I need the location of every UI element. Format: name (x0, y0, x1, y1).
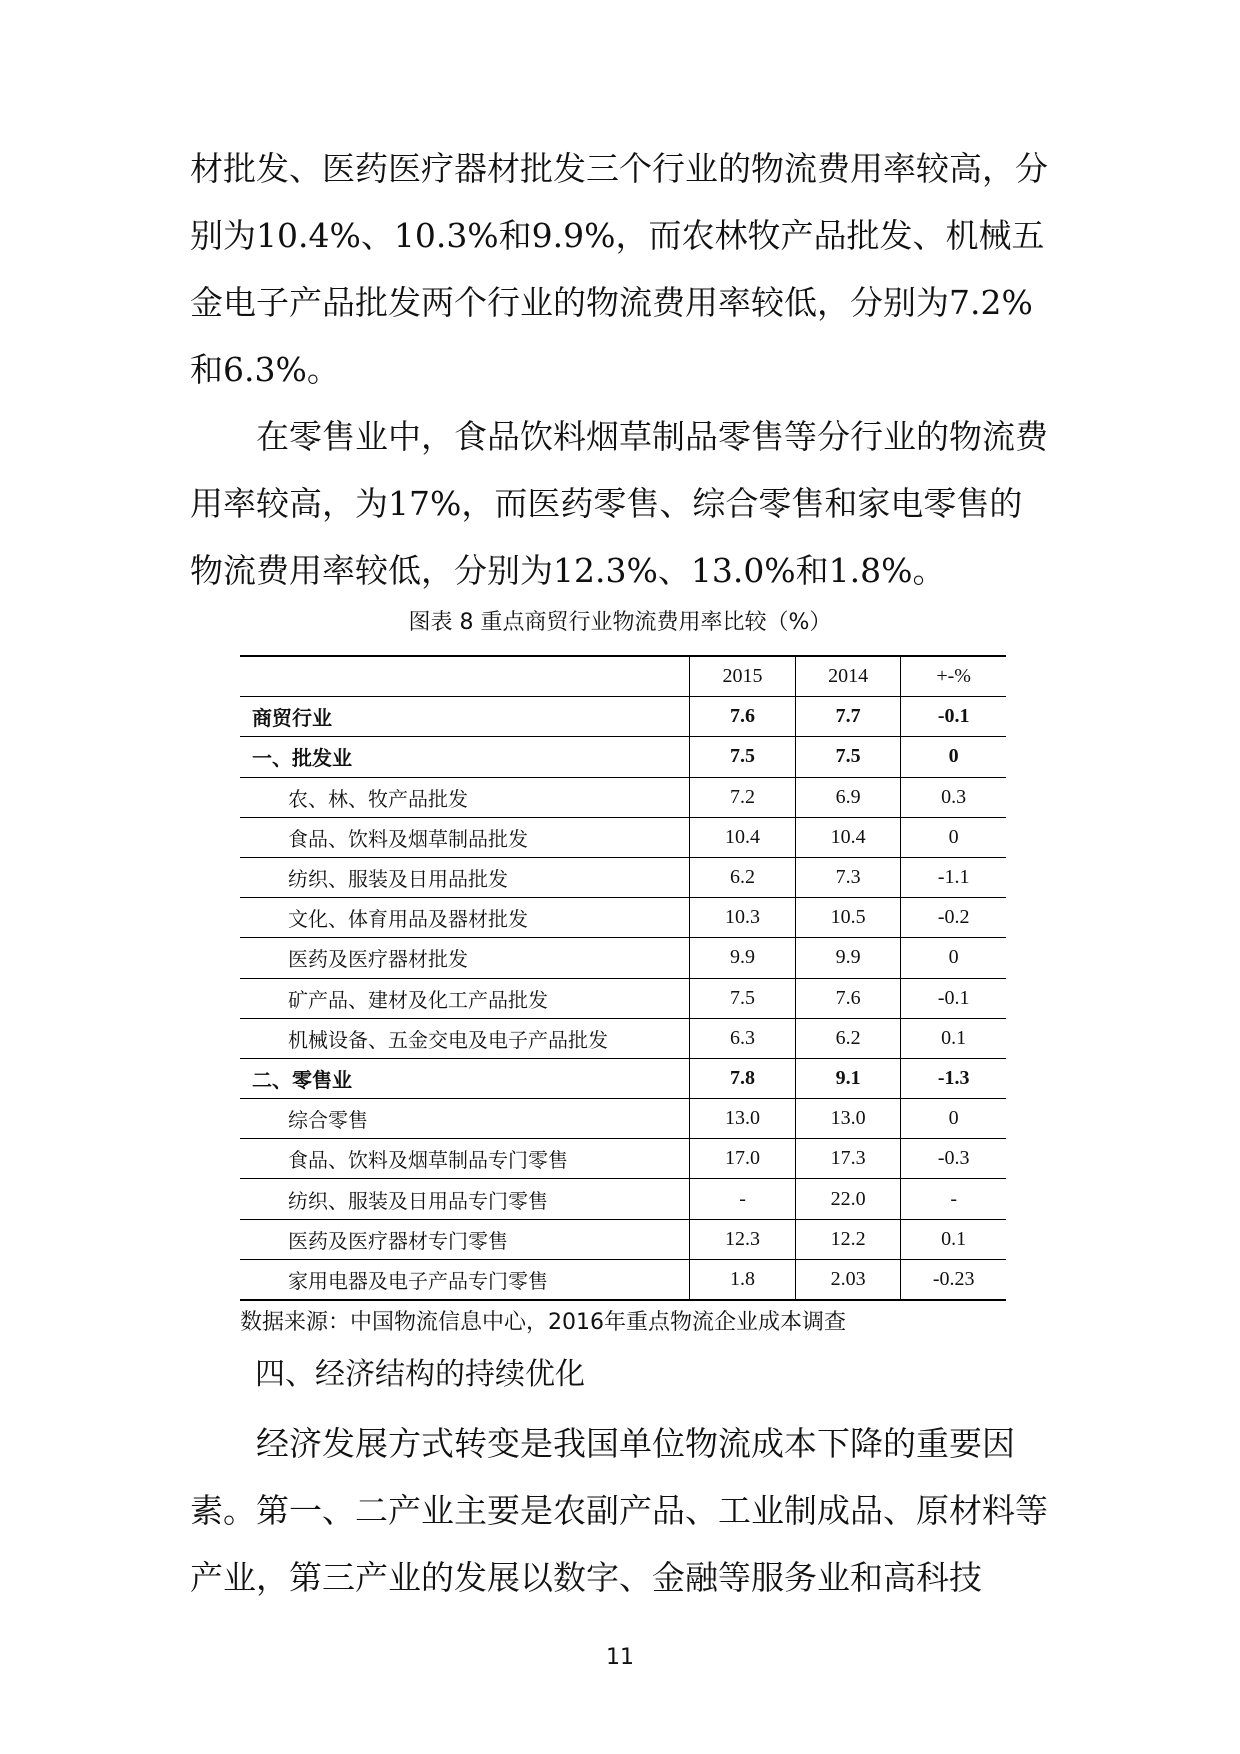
table-row (240, 697, 1006, 737)
row-name: 医药及医疗器材专门零售 (240, 1219, 690, 1259)
row-2014: 7.7 (795, 697, 901, 737)
paragraph-retail: 在零售业中，食品饮料烟草制品零售等分行业的物流费用率较高，为17%，而医药零售、综合零售和家电零售的物流费用率较低，分别为12.3%、13.0%和1.8%。 (190, 417, 1048, 590)
row-2014: 7.6 (795, 978, 901, 1018)
row-change: -0.23 (901, 1259, 1006, 1300)
row-2014: 12.2 (795, 1219, 901, 1259)
row-2015: - (690, 1179, 796, 1219)
row-name: 纺织、服装及日用品批发 (240, 857, 690, 897)
table-row (240, 1018, 1006, 1058)
row-2015: 1.8 (690, 1259, 796, 1300)
row-2014: 9.9 (795, 938, 901, 978)
table-row (240, 1179, 1006, 1219)
row-change: 0.3 (901, 777, 1006, 817)
row-name: 文化、体育用品及器材批发 (240, 898, 690, 938)
row-change: 0.1 (901, 1219, 1006, 1259)
section-heading: 四、经济结构的持续优化 (255, 1357, 585, 1392)
row-2015: 6.2 (690, 857, 796, 897)
row-2014: 10.5 (795, 898, 901, 938)
row-change: 0 (901, 817, 1006, 857)
table-row (240, 978, 1006, 1018)
row-change: -0.3 (901, 1139, 1006, 1179)
row-change: -0.1 (901, 978, 1006, 1018)
row-name: 机械设备、五金交电及电子产品批发 (240, 1018, 690, 1058)
row-2014: 2.03 (795, 1259, 901, 1300)
table-row (240, 1139, 1006, 1179)
row-change: 0 (901, 737, 1006, 777)
table-row (240, 1058, 1006, 1098)
row-change: - (901, 1179, 1006, 1219)
row-change: -1.3 (901, 1058, 1006, 1098)
logistics-cost-rate-table (240, 655, 1006, 1301)
table-row (240, 817, 1006, 857)
row-name: 综合零售 (240, 1099, 690, 1139)
row-name: 农、林、牧产品批发 (240, 777, 690, 817)
table-row (240, 1099, 1006, 1139)
table-row (240, 898, 1006, 938)
data-source-note: 数据来源：中国物流信息中心，2016年重点物流企业成本调查 (240, 1310, 846, 1335)
row-2015: 7.5 (690, 737, 796, 777)
row-2014: 6.2 (795, 1018, 901, 1058)
page-number: 11 (606, 1645, 634, 1670)
header-change: +-% (901, 656, 1006, 697)
row-2014: 13.0 (795, 1099, 901, 1139)
row-2014: 6.9 (795, 777, 901, 817)
row-change: 0.1 (901, 1018, 1006, 1058)
row-2015: 6.3 (690, 1018, 796, 1058)
table-header-row (240, 656, 1006, 697)
row-name: 二、零售业 (240, 1058, 690, 1098)
row-2015: 10.4 (690, 817, 796, 857)
header-2015: 2015 (690, 656, 796, 697)
table-row (240, 1219, 1006, 1259)
table-row (240, 938, 1006, 978)
row-2014: 9.1 (795, 1058, 901, 1098)
table-row (240, 737, 1006, 777)
row-name: 纺织、服装及日用品专门零售 (240, 1179, 690, 1219)
table-caption: 图表 8 重点商贸行业物流费用率比较（%） (408, 610, 832, 635)
table-row (240, 1259, 1006, 1300)
row-change: -0.1 (901, 697, 1006, 737)
row-name: 矿产品、建材及化工产品批发 (240, 978, 690, 1018)
row-name: 食品、饮料及烟草制品专门零售 (240, 1139, 690, 1179)
row-change: 0 (901, 938, 1006, 978)
paragraph-wholesale: 材批发、医药医疗器材批发三个行业的物流费用率较高，分别为10.4%、10.3%和9.9%，而农林牧产品批发、机械五金电子产品批发两个行业的物流费用率较低，分别为7.2%和6.3%。 (190, 149, 1048, 389)
body-text-top (190, 135, 1050, 604)
row-2014: 7.5 (795, 737, 901, 777)
row-2015: 10.3 (690, 898, 796, 938)
row-2015: 7.5 (690, 978, 796, 1018)
row-2014: 7.3 (795, 857, 901, 897)
row-2015: 7.8 (690, 1058, 796, 1098)
row-2014: 22.0 (795, 1179, 901, 1219)
row-2015: 9.9 (690, 938, 796, 978)
table-row (240, 857, 1006, 897)
row-change: -1.1 (901, 857, 1006, 897)
row-2015: 7.6 (690, 697, 796, 737)
row-name: 商贸行业 (240, 697, 690, 737)
body-text-bottom (190, 1410, 1050, 1611)
table-row (240, 777, 1006, 817)
row-name: 家用电器及电子产品专门零售 (240, 1259, 690, 1300)
row-2014: 17.3 (795, 1139, 901, 1179)
row-2014: 10.4 (795, 817, 901, 857)
row-name: 医药及医疗器材批发 (240, 938, 690, 978)
row-change: 0 (901, 1099, 1006, 1139)
header-blank (240, 656, 690, 697)
row-2015: 13.0 (690, 1099, 796, 1139)
row-2015: 7.2 (690, 777, 796, 817)
row-2015: 17.0 (690, 1139, 796, 1179)
paragraph-economic-structure: 经济发展方式转变是我国单位物流成本下降的重要因素。第一、二产业主要是农副产品、工业制成品、原材料等产业，第三产业的发展以数字、金融等服务业和高科技 (190, 1424, 1048, 1597)
row-2015: 12.3 (690, 1219, 796, 1259)
header-2014: 2014 (795, 656, 901, 697)
row-name: 食品、饮料及烟草制品批发 (240, 817, 690, 857)
row-change: -0.2 (901, 898, 1006, 938)
row-name: 一、批发业 (240, 737, 690, 777)
